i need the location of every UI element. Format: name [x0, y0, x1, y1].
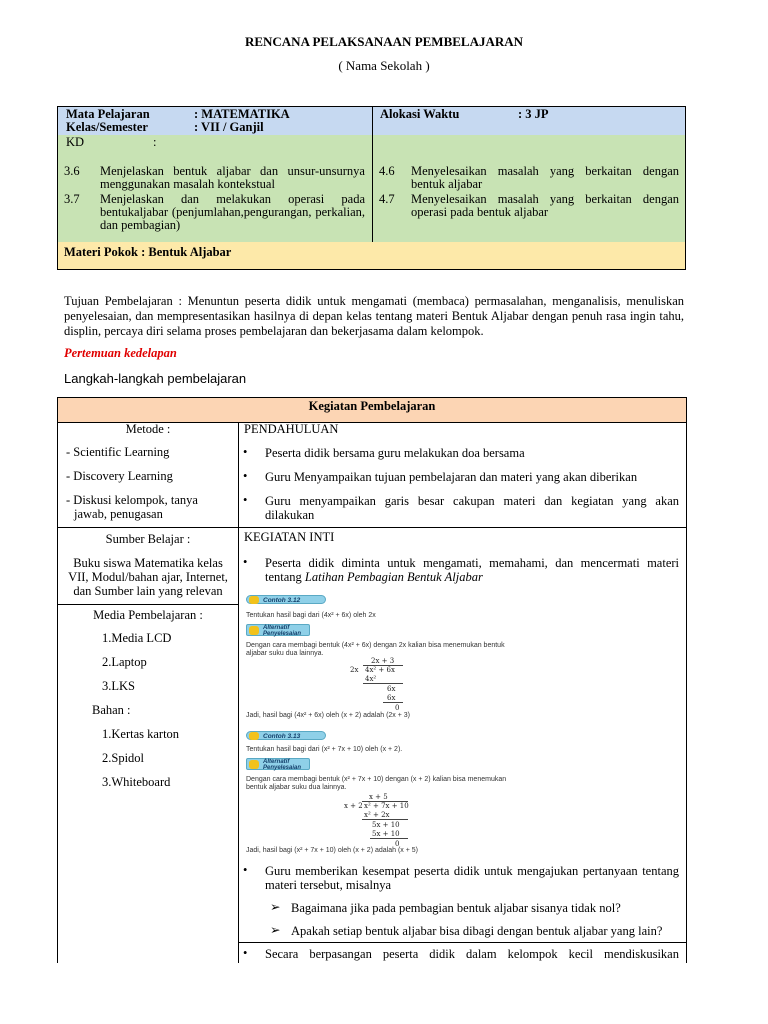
step: 6x — [387, 685, 396, 693]
inti-heading: KEGIATAN INTI — [244, 530, 335, 544]
bahan-item: 3.Whiteboard — [102, 775, 171, 789]
divisor: 2x — [350, 666, 359, 674]
bullet-icon: • — [243, 863, 248, 877]
kd-text: Menyelesaikan masalah yang berkaitan dengan bentuk aljabar — [411, 164, 679, 191]
divisor: x + 2 — [344, 802, 363, 810]
kd-text: Menjelaskan bentuk aljabar dan unsur-unsurnya menggunakan masalah kontekstual — [100, 164, 365, 191]
pendahuluan-item: Guru menyampaikan garis besar cakupan materi dan kegiatan yang akan dilakukan — [265, 494, 679, 522]
row-divider — [58, 527, 238, 528]
pencil-icon — [249, 596, 259, 604]
bahan-label: Bahan : — [92, 703, 131, 717]
kd-text: Menyelesaikan masalah yang berkaitan dengan operasi pada bentuk aljabar — [411, 192, 679, 219]
metode-item: - Diskusi kelompok, tanya — [66, 493, 198, 507]
column-divider — [238, 422, 239, 963]
alternatif-badge — [246, 624, 310, 636]
question-item: Apakah setiap bentuk aljabar bisa dibagi dengan bentuk aljabar yang lain? — [291, 924, 663, 938]
remainder: 0 — [395, 704, 400, 712]
example-result: Jadi, hasil bagi (4x² + 6x) oleh (x + 2) adalah (2x + 3) — [246, 712, 411, 719]
alt-label: Penyelesaian — [263, 765, 302, 771]
dividend: x² + 7x + 10 — [364, 802, 409, 810]
column-divider — [372, 107, 373, 242]
kd-text: Menjelaskan dan melakukan operasi pada bentukaljabar (penjumlahan,pengurangan, perkalian, dan pembagian) — [100, 192, 365, 232]
lightbulb-icon — [249, 626, 259, 635]
contoh-badge — [246, 731, 326, 740]
metode-item: - Scientific Learning — [66, 445, 170, 459]
contoh-label: Contoh 3.12 — [263, 597, 301, 604]
media-label: Media Pembelajaran : — [93, 608, 203, 622]
row-divider — [58, 604, 238, 605]
kegiatan-header: Kegiatan Pembelajaran — [58, 398, 686, 423]
sumber-label: Sumber Belajar : — [105, 532, 191, 546]
step: x² + 2x — [364, 811, 390, 819]
guru-item: Guru memberikan kesempat peserta didik untuk mengajukan pertanyaan tentang materi tersebut, misalnya — [265, 864, 679, 892]
step: 4x² — [365, 675, 377, 683]
inti-item-topic: Latihan Pembagian Bentuk Aljabar — [304, 570, 483, 584]
example-question: Tentukan hasil bagi dari (x² + 7x + 10) oleh (x + 2). — [246, 746, 403, 753]
arrow-icon: ➢ — [270, 900, 281, 914]
sumber-line: dan Sumber lain yang relevan — [73, 584, 223, 598]
pendahuluan-item: Peserta didik bersama guru melakukan doa bersama — [265, 446, 525, 460]
sumber-line: Buku siswa Matematika kelas — [73, 556, 223, 570]
example-text: Dengan cara membagi bentuk (4x² + 6x) dengan 2x kalian bisa menemukan bentuk aljabar suku dua lainnya. — [246, 642, 505, 657]
step-line — [370, 838, 408, 839]
pendahuluan-heading: PENDAHULUAN — [244, 422, 339, 436]
kelas-label: Kelas/Semester — [66, 120, 148, 134]
step: 6x — [387, 694, 396, 702]
info-table — [57, 106, 686, 270]
alt-label: Alternatif — [263, 625, 290, 631]
sumber-line: VII, Modul/bahan ajar, Internet, — [68, 570, 228, 584]
bahan-item: 2.Spidol — [102, 751, 145, 765]
alternatif-badge — [246, 758, 310, 770]
metode-item: jawab, penugasan — [74, 507, 163, 521]
pendahuluan-item: Guru Menyampaikan tujuan pembelajaran dan materi yang akan diberikan — [265, 470, 638, 484]
alt-label: Penyelesaian — [263, 631, 302, 637]
contoh-badge — [246, 595, 326, 604]
school-name: ( Nama Sekolah ) — [338, 58, 430, 73]
metode-label: Metode : — [125, 422, 171, 436]
row-divider — [239, 942, 686, 943]
alt-label: Alternatif — [263, 759, 290, 765]
alokasi-value: : 3 JP — [518, 107, 549, 121]
bullet-icon: • — [243, 946, 248, 960]
quotient: x + 5 — [369, 793, 388, 801]
step-line — [383, 702, 403, 703]
kd-label: KD — [66, 135, 85, 149]
bullet-icon: • — [243, 445, 248, 459]
metode-item: - Discovery Learning — [66, 469, 173, 483]
langkah-heading: Langkah-langkah pembelajaran — [64, 371, 247, 386]
contoh-label: Contoh 3.13 — [263, 733, 301, 740]
info-row-materi — [58, 242, 685, 269]
materi-pokok: Materi Pokok : Bentuk Aljabar — [64, 245, 232, 259]
lightbulb-icon — [249, 760, 259, 769]
mapel-label: Mata Pelajaran — [66, 107, 150, 121]
alokasi-label: Alokasi Waktu — [380, 107, 460, 121]
bullet-icon: • — [243, 469, 248, 483]
pencil-icon — [249, 732, 259, 740]
step: 5x + 10 — [372, 821, 400, 829]
question-item: Bagaimana jika pada pembagian bentuk aljabar sisanya tidak nol? — [291, 901, 621, 915]
last-item: Secara berpasangan peserta didik dalam kelompok kecil mendiskusikan — [265, 947, 679, 961]
kd-num: 4.7 — [379, 192, 395, 206]
kd-colon: : — [153, 135, 157, 149]
inti-item-text: Peserta didik diminta untuk mengamati, memahami, dan mencermati materi tentang — [265, 556, 679, 584]
step-line — [363, 683, 403, 684]
inti-item — [265, 556, 679, 584]
bahan-item: 1.Kertas karton — [102, 727, 180, 741]
step: 5x + 10 — [372, 830, 400, 838]
dividend: 4x² + 6x — [365, 666, 395, 674]
bullet-icon: • — [243, 493, 248, 507]
kelas-value: : VII / Ganjil — [194, 120, 264, 134]
media-item: 1.Media LCD — [102, 631, 172, 645]
example-text: Dengan cara membagi bentuk (x² + 7x + 10) dengan (x + 2) kalian bisa menemukan bentuk aljabar suku dua lainnya. — [246, 776, 507, 791]
media-item: 2.Laptop — [102, 655, 147, 669]
kegiatan-table — [57, 397, 687, 963]
media-item: 3.LKS — [102, 679, 135, 693]
row-divider — [239, 527, 686, 528]
kd-num: 3.6 — [64, 164, 80, 178]
step-line — [362, 819, 408, 820]
tujuan-pembelajaran: Tujuan Pembelajaran : Menuntun peserta didik untuk mengamati (membaca) permasalahan, menganalisis, menuliskan penyelesaian, dan mempresentasikan hasilnya di depan kelas tentang materi Bentuk Aljabar dengan penuh rasa ingin tahu, displin, percaya diri selama proses pembelajaran dan bekerjasama dalam kelompok. — [64, 294, 684, 338]
pertemuan-heading: Pertemuan kedelapan — [64, 346, 177, 360]
mapel-value: : MATEMATIKA — [194, 107, 290, 121]
document-title: RENCANA PELAKSANAAN PEMBELAJARAN — [244, 34, 524, 49]
quotient: 2x + 3 — [371, 657, 395, 665]
remainder: 0 — [395, 840, 400, 848]
kd-num: 4.6 — [379, 164, 395, 178]
arrow-icon: ➢ — [270, 923, 281, 937]
example-question: Tentukan hasil bagi dari (4x² + 6x) oleh 2x — [246, 612, 376, 619]
kd-num: 3.7 — [64, 192, 80, 206]
bullet-icon: • — [243, 555, 248, 569]
example-result: Jadi, hasil bagi (x² + 7x + 10) oleh (x + 2) adalah (x + 5) — [246, 847, 418, 854]
